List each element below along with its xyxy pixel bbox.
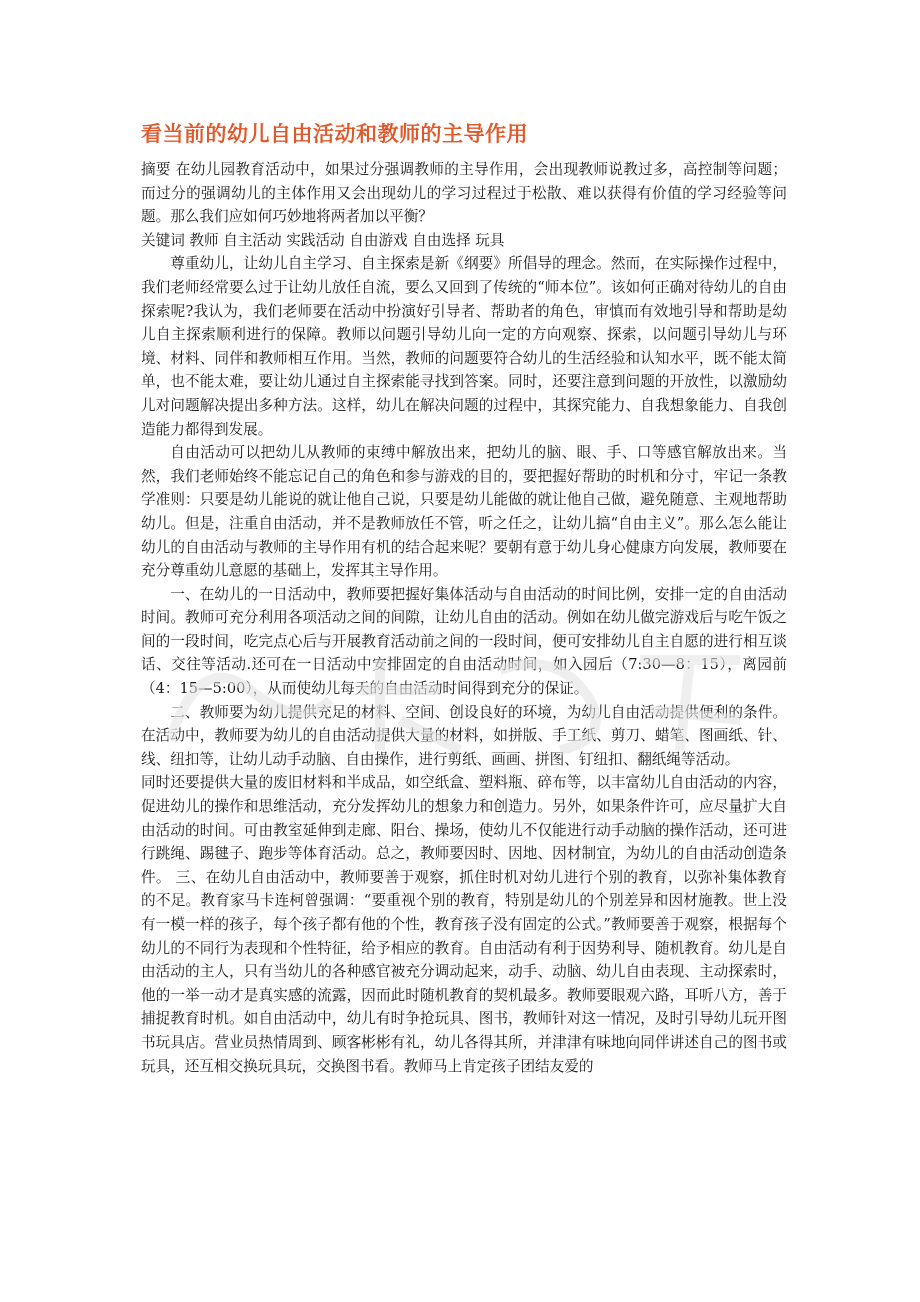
abstract-paragraph: 摘要 在幼儿园教育活动中，如果过分强调教师的主导作用，会出现教师说教过多，高控制等问题；而过分的强调幼儿的主体作用又会出现幼儿的学习过程过于松散、难以获得有价值的学习经验等问题。那么我们应如何巧妙地将两者加以平衡？ xyxy=(141,161,787,226)
body-paragraph-4: 二、教师要为幼儿提供充足的材料、空间、创设良好的环境，为幼儿自由活动提供便利的条件。在活动中，教师要为幼儿的自由活动提供大量的材料，如拼版、手工纸、剪刀、蜡笔、图画纸、针、线、纽扣等，让幼儿动手动脑、自由操作，进行剪纸、画画、拼图、钉纽扣、翻纸绳等活动。 xyxy=(141,703,787,768)
body-paragraph-3: 一、在幼儿的一日活动中，教师要把握好集体活动与自由活动的时间比例，安排一定的自由活动时间。教师可充分利用各项活动之间的间隙，让幼儿自由的活动。例如在幼儿做完游戏后与吃午饭之间的一段时间，吃完点心后与开展教育活动前之间的一段时间，便可安排幼儿自主自愿的进行相互谈话、交往等活动.还可在一日活动中安排固定的自由活动时间，如入园后（7:30—8：15），离园前（4：15—5:00），从而使幼儿每天的自由活动时间得到充分的保证。 xyxy=(141,585,787,698)
body-paragraph-1: 尊重幼儿，让幼儿自主学习、自主探索是新《纲要》所倡导的理念。然而，在实际操作过程中，我们老师经常要么过于让幼儿放任自流，要么又回到了传统的“师本位”。该如何正确对待幼儿的自由探索呢?我认为，我们老师要在活动中扮演好引导者、帮助者的角色，审慎而有效地引导和帮助是幼儿自主探索顺利进行的保障。教师以问题引导幼儿向一定的方向观察、探索，以问题引导幼儿与环境、材料、同伴和教师相互作用。当然，教师的问题要符合幼儿的生活经验和认知水平，既不能太简单，也不能太难，要让幼儿通过自主探索能寻找到答案。同时，还要注意到问题的开放性，以激励幼儿对问题解决提出多种方法。这样，幼儿在解决问题的过程中，其探究能力、自我想象能力、自我创造能力都得到发展。 xyxy=(141,255,787,438)
body-paragraph-5: 同时还要提供大量的废旧材料和半成品，如空纸盒、塑料瓶、碎布等，以丰富幼儿自由活动的内容，促进幼儿的操作和思维活动，充分发挥幼儿的想象力和创造力。另外，如果条件许可，应尽量扩大自由活动的时间。可由教室延伸到走廊、阳台、操场，使幼儿不仅能进行动手动脑的操作活动，还可进行跳绳、踢毽子、跑步等体育活动。总之，教师要因时、因地、因材制宜，为幼儿的自由活动创造条件。 三、在幼儿自由活动中，教师要善于观察，抓住时机对幼儿进行个别的教育，以弥补集体教育的不足。教育家马卡连柯曾强调：“要重视个别的教育，特别是幼儿的个别差异和因材施教。世上没有一模一样的孩子，每个孩子都有他的个性，教育孩子没有固定的公式。”教师要善于观察，根据每个幼儿的不同行为表现和个性特征，给予相应的教育。自由活动有利于因势利导、随机教育。幼儿是自由活动的主人，只有当幼儿的各种感官被充分调动起来，动手、动脑、幼儿自由表现、主动探索时，他的一举一动才是真实感的流露，因而此时随机教育的契机最多。教师要眼观六路，耳听八方，善于捕捉教育时机。如自由活动中，幼儿有时争抢玩具、图书，教师针对这一情况，及时引导幼儿玩开图书玩具店。营业员热情周到、顾客彬彬有礼，幼儿各得其所，并津津有味地向同伴讲述自己的图书或玩具，还互相交换玩具玩，交换图书看。教师马上肯定孩子团结友爱的 xyxy=(141,774,787,1075)
document-title: 看当前的幼儿自由活动和教师的主导作用 xyxy=(141,122,528,146)
document-page xyxy=(141,118,787,1078)
body-paragraph-2: 自由活动可以把幼儿从教师的束缚中解放出来，把幼儿的脑、眼、手、口等感官解放出来。当然，我们老师始终不能忘记自己的角色和参与游戏的目的，要把握好帮助的时机和分寸，牢记一条教学准则：只要是幼儿能说的就让他自己说，只要是幼儿能做的就让他自己做，避免随意、主观地帮助幼儿。但是，注重自由活动，并不是教师放任不管，听之任之，让幼儿搞“自由主义”。那么怎么能让幼儿的自由活动与教师的主导作用有机的结合起来呢？要朝有意于幼儿身心健康方向发展，教师要在充分尊重幼儿意愿的基础上，发挥其主导作用。 xyxy=(141,444,787,580)
keywords-line: 关键词 教师 自主活动 实践活动 自由游戏 自由选择 玩具 xyxy=(141,231,505,249)
